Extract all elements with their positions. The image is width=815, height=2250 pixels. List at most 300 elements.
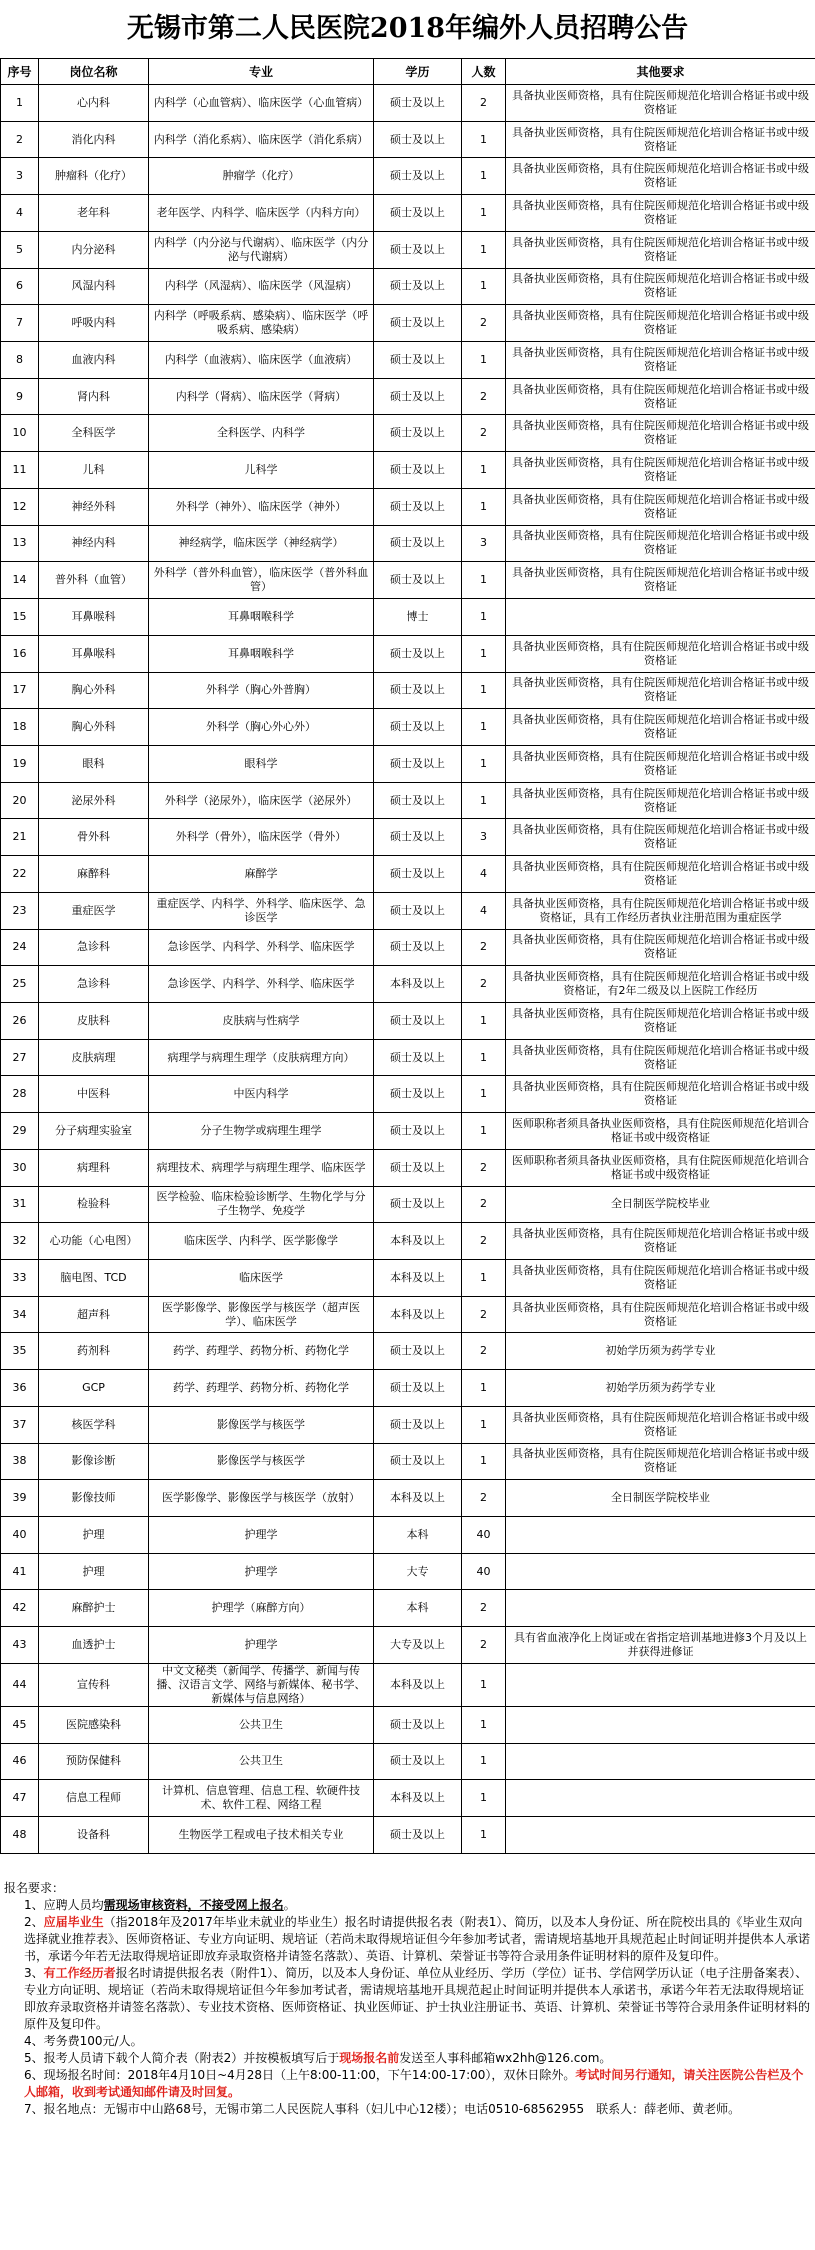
cell-post: 预防保健科 (39, 1743, 149, 1780)
cell-edu: 硕士及以上 (374, 158, 462, 195)
cell-no: 3 (1, 158, 39, 195)
cell-req: 具备执业医师资格，具有住院医师规范化培训合格证书或中级资格证 (506, 231, 815, 268)
cell-req: 具备执业医师资格，具有住院医师规范化培训合格证书或中级资格证 (506, 1039, 815, 1076)
table-row (1, 562, 815, 599)
recruitment-table (0, 58, 815, 1854)
table-row (1, 1517, 815, 1554)
cell-no: 15 (1, 599, 39, 636)
note-2-highlight: 应届毕业生 (43, 1915, 104, 1929)
cell-edu: 硕士及以上 (374, 525, 462, 562)
cell-major: 内科学（风湿病）、临床医学（风湿病） (149, 268, 374, 305)
cell-post: 骨外科 (39, 819, 149, 856)
cell-num: 2 (462, 1223, 506, 1260)
cell-num: 2 (462, 1149, 506, 1186)
cell-no: 40 (1, 1517, 39, 1554)
cell-edu: 本科 (374, 1517, 462, 1554)
cell-post: GCP (39, 1370, 149, 1407)
table-row (1, 452, 815, 489)
cell-no: 47 (1, 1780, 39, 1817)
cell-edu: 博士 (374, 599, 462, 636)
cell-no: 25 (1, 966, 39, 1003)
cell-edu: 本科及以上 (374, 966, 462, 1003)
cell-no: 11 (1, 452, 39, 489)
cell-no: 18 (1, 709, 39, 746)
cell-major: 内科学（血液病）、临床医学（血液病） (149, 342, 374, 379)
cell-no: 38 (1, 1443, 39, 1480)
table-row (1, 1780, 815, 1817)
cell-edu: 本科及以上 (374, 1223, 462, 1260)
table-row (1, 1076, 815, 1113)
cell-post: 麻醉科 (39, 856, 149, 893)
cell-num: 2 (462, 1333, 506, 1370)
cell-no: 28 (1, 1076, 39, 1113)
cell-no: 27 (1, 1039, 39, 1076)
cell-major: 计算机、信息管理、信息工程、软硬件技术、软件工程、网络工程 (149, 1780, 374, 1817)
page-title: 无锡市第二人民医院2018年编外人员招聘公告 (126, 13, 689, 44)
cell-no: 43 (1, 1627, 39, 1664)
cell-edu: 硕士及以上 (374, 121, 462, 158)
cell-req (506, 1817, 815, 1854)
cell-num: 2 (462, 1627, 506, 1664)
cell-req: 具备执业医师资格，具有住院医师规范化培训合格证书或中级资格证 (506, 488, 815, 525)
cell-post: 护理 (39, 1553, 149, 1590)
cell-num: 1 (462, 195, 506, 232)
cell-req (506, 1663, 815, 1706)
cell-post: 耳鼻喉科 (39, 599, 149, 636)
cell-major: 医学影像学、影像医学与核医学（超声医学）、临床医学 (149, 1296, 374, 1333)
cell-req: 具备执业医师资格，具有住院医师规范化培训合格证书或中级资格证 (506, 342, 815, 379)
table-row (1, 782, 815, 819)
table-row (1, 268, 815, 305)
cell-no: 13 (1, 525, 39, 562)
cell-req: 具备执业医师资格，具有住院医师规范化培训合格证书或中级资格证 (506, 1076, 815, 1113)
cell-edu: 本科及以上 (374, 1260, 462, 1297)
table-row (1, 635, 815, 672)
cell-req: 具备执业医师资格，具有住院医师规范化培训合格证书或中级资格证 (506, 819, 815, 856)
cell-num: 1 (462, 1663, 506, 1706)
cell-req: 具备执业医师资格，具有住院医师规范化培训合格证书或中级资格证 (506, 85, 815, 122)
cell-num: 1 (462, 231, 506, 268)
cell-no: 20 (1, 782, 39, 819)
cell-post: 分子病理实验室 (39, 1113, 149, 1150)
cell-num: 1 (462, 1817, 506, 1854)
table-row (1, 305, 815, 342)
cell-req (506, 1780, 815, 1817)
cell-major: 护理学（麻醉方向） (149, 1590, 374, 1627)
table-row (1, 1333, 815, 1370)
cell-req (506, 599, 815, 636)
cell-req: 具备执业医师资格，具有住院医师规范化培训合格证书或中级资格证 (506, 929, 815, 966)
cell-num: 1 (462, 1780, 506, 1817)
cell-edu: 硕士及以上 (374, 635, 462, 672)
cell-req: 具备执业医师资格，具有住院医师规范化培训合格证书或中级资格证 (506, 378, 815, 415)
cell-req: 具备执业医师资格，具有住院医师规范化培训合格证书或中级资格证 (506, 1406, 815, 1443)
cell-num: 40 (462, 1553, 506, 1590)
cell-no: 9 (1, 378, 39, 415)
cell-post: 心功能（心电图） (39, 1223, 149, 1260)
cell-major: 重症医学、内科学、外科学、临床医学、急诊医学 (149, 892, 374, 929)
cell-req: 具备执业医师资格，具有住院医师规范化培训合格证书或中级资格证 (506, 415, 815, 452)
cell-major: 急诊医学、内科学、外科学、临床医学 (149, 929, 374, 966)
cell-edu: 硕士及以上 (374, 1002, 462, 1039)
cell-req: 医师职称者须具备执业医师资格，具有住院医师规范化培训合格证书或中级资格证 (506, 1113, 815, 1150)
table-row (1, 1039, 815, 1076)
cell-major: 眼科学 (149, 745, 374, 782)
col-header-edu: 学历 (374, 59, 462, 85)
cell-no: 26 (1, 1002, 39, 1039)
cell-major: 内科学（内分泌与代谢病）、临床医学（内分泌与代谢病） (149, 231, 374, 268)
note-4: 4、考务费100元/人。 (24, 2034, 143, 2048)
cell-post: 胸心外科 (39, 672, 149, 709)
table-row (1, 415, 815, 452)
cell-post: 普外科（血管） (39, 562, 149, 599)
cell-req: 具备执业医师资格，具有住院医师规范化培训合格证书或中级资格证 (506, 121, 815, 158)
cell-major: 临床医学、内科学、医学影像学 (149, 1223, 374, 1260)
cell-edu: 硕士及以上 (374, 1706, 462, 1743)
cell-no: 14 (1, 562, 39, 599)
table-row (1, 1817, 815, 1854)
cell-edu: 硕士及以上 (374, 378, 462, 415)
cell-num: 1 (462, 1002, 506, 1039)
cell-req: 具备执业医师资格，具有住院医师规范化培训合格证书或中级资格证 (506, 158, 815, 195)
cell-req (506, 1743, 815, 1780)
cell-post: 全科医学 (39, 415, 149, 452)
table-row (1, 1223, 815, 1260)
cell-no: 34 (1, 1296, 39, 1333)
cell-post: 血透护士 (39, 1627, 149, 1664)
cell-num: 1 (462, 452, 506, 489)
cell-major: 内科学（消化系病）、临床医学（消化系病） (149, 121, 374, 158)
cell-num: 3 (462, 525, 506, 562)
cell-major: 外科学（胸心外普胸） (149, 672, 374, 709)
cell-num: 1 (462, 599, 506, 636)
table-row (1, 121, 815, 158)
cell-num: 3 (462, 819, 506, 856)
cell-req: 具备执业医师资格，具有住院医师规范化培训合格证书或中级资格证 (506, 452, 815, 489)
cell-post: 皮肤科 (39, 1002, 149, 1039)
cell-req: 初始学历须为药学专业 (506, 1333, 815, 1370)
cell-major: 内科学（呼吸系病、感染病）、临床医学（呼吸系病、感染病） (149, 305, 374, 342)
col-header-num: 人数 (462, 59, 506, 85)
col-header-req: 其他要求 (506, 59, 815, 85)
cell-no: 35 (1, 1333, 39, 1370)
table-row (1, 892, 815, 929)
cell-num: 1 (462, 342, 506, 379)
cell-num: 1 (462, 562, 506, 599)
cell-post: 病理科 (39, 1149, 149, 1186)
table-row (1, 929, 815, 966)
cell-major: 生物医学工程或电子技术相关专业 (149, 1817, 374, 1854)
cell-req: 具备执业医师资格，具有住院医师规范化培训合格证书或中级资格证 (506, 782, 815, 819)
cell-edu: 本科及以上 (374, 1780, 462, 1817)
table-row (1, 672, 815, 709)
note-1-emphasis: 需现场审核资料，不接受网上报名 (103, 1898, 284, 1912)
cell-edu: 硕士及以上 (374, 892, 462, 929)
cell-num: 4 (462, 856, 506, 893)
note-7: 7、报名地点：无锡市中山路68号，无锡市第二人民医院人事科（妇儿中心12楼）；电话0510-68562955 联系人：薛老师、黄老师。 (24, 2102, 741, 2116)
cell-major: 儿科学 (149, 452, 374, 489)
cell-major: 中文文秘类（新闻学、传播学、新闻与传播、汉语言文学、网络与新媒体、秘书学、新媒体与信息网络） (149, 1663, 374, 1706)
cell-edu: 硕士及以上 (374, 782, 462, 819)
table-row (1, 1260, 815, 1297)
cell-no: 10 (1, 415, 39, 452)
cell-no: 44 (1, 1663, 39, 1706)
cell-edu: 硕士及以上 (374, 1039, 462, 1076)
cell-major: 外科学（神外）、临床医学（神外） (149, 488, 374, 525)
table-row (1, 378, 815, 415)
cell-edu: 硕士及以上 (374, 415, 462, 452)
cell-no: 6 (1, 268, 39, 305)
table-row (1, 1002, 815, 1039)
table-row (1, 966, 815, 1003)
cell-num: 2 (462, 85, 506, 122)
cell-post: 护理 (39, 1517, 149, 1554)
table-header (1, 59, 815, 85)
note-6: 6、现场报名时间：2018年4月10日~4月28日（上午8:00-11:00，下午14:00-17:00），双休日除外。考试时间另行通知，请关注医院公告栏及个人邮箱，收到考试通知邮件请及时回复。 (24, 2068, 804, 2099)
cell-post: 泌尿外科 (39, 782, 149, 819)
cell-no: 2 (1, 121, 39, 158)
table-row (1, 1553, 815, 1590)
cell-edu: 硕士及以上 (374, 819, 462, 856)
cell-num: 2 (462, 1590, 506, 1627)
cell-num: 1 (462, 1370, 506, 1407)
cell-major: 临床医学 (149, 1260, 374, 1297)
cell-no: 30 (1, 1149, 39, 1186)
cell-req: 具备执业医师资格，具有住院医师规范化培训合格证书或中级资格证 (506, 1002, 815, 1039)
table-row (1, 1743, 815, 1780)
cell-req: 医师职称者须具备执业医师资格，具有住院医师规范化培训合格证书或中级资格证 (506, 1149, 815, 1186)
cell-post: 检验科 (39, 1186, 149, 1223)
cell-num: 1 (462, 121, 506, 158)
table-row (1, 158, 815, 195)
cell-major: 皮肤病与性病学 (149, 1002, 374, 1039)
cell-post: 心内科 (39, 85, 149, 122)
table-row (1, 819, 815, 856)
cell-no: 22 (1, 856, 39, 893)
cell-edu: 硕士及以上 (374, 709, 462, 746)
cell-num: 2 (462, 1480, 506, 1517)
cell-no: 29 (1, 1113, 39, 1150)
cell-no: 45 (1, 1706, 39, 1743)
table-row (1, 231, 815, 268)
cell-req: 具备执业医师资格，具有住院医师规范化培训合格证书或中级资格证 (506, 562, 815, 599)
cell-major: 影像医学与核医学 (149, 1406, 374, 1443)
cell-edu: 硕士及以上 (374, 856, 462, 893)
cell-num: 40 (462, 1517, 506, 1554)
cell-edu: 硕士及以上 (374, 1333, 462, 1370)
cell-post: 信息工程师 (39, 1780, 149, 1817)
note-5-highlight: 现场报名前 (339, 2051, 400, 2065)
cell-post: 影像技师 (39, 1480, 149, 1517)
table-body (1, 85, 815, 1854)
cell-major: 公共卫生 (149, 1743, 374, 1780)
table-row (1, 488, 815, 525)
cell-post: 宣传科 (39, 1663, 149, 1706)
cell-no: 48 (1, 1817, 39, 1854)
cell-major: 外科学（骨外），临床医学（骨外） (149, 819, 374, 856)
cell-no: 41 (1, 1553, 39, 1590)
table-row (1, 1663, 815, 1706)
note-3-highlight: 有工作经历者 (43, 1966, 116, 1980)
cell-major: 内科学（肾病）、临床医学（肾病） (149, 378, 374, 415)
cell-num: 1 (462, 1113, 506, 1150)
cell-post: 影像诊断 (39, 1443, 149, 1480)
table-row (1, 1406, 815, 1443)
cell-major: 公共卫生 (149, 1706, 374, 1743)
cell-req: 具备执业医师资格，具有住院医师规范化培训合格证书或中级资格证，有2年二级及以上医院工作经历 (506, 966, 815, 1003)
cell-post: 神经内科 (39, 525, 149, 562)
note-6-highlight: 考试时间另行通知，请关注医院公告栏及个人邮箱，收到考试通知邮件请及时回复。 (24, 2068, 804, 2099)
cell-req: 具备执业医师资格，具有住院医师规范化培训合格证书或中级资格证 (506, 195, 815, 232)
cell-edu: 硕士及以上 (374, 1149, 462, 1186)
cell-edu: 硕士及以上 (374, 1186, 462, 1223)
cell-num: 4 (462, 892, 506, 929)
cell-major: 耳鼻咽喉科学 (149, 599, 374, 636)
cell-edu: 本科 (374, 1590, 462, 1627)
cell-post: 核医学科 (39, 1406, 149, 1443)
cell-major: 分子生物学或病理生理学 (149, 1113, 374, 1150)
cell-req: 全日制医学院校毕业 (506, 1186, 815, 1223)
cell-no: 12 (1, 488, 39, 525)
cell-post: 麻醉护士 (39, 1590, 149, 1627)
cell-no: 32 (1, 1223, 39, 1260)
cell-no: 24 (1, 929, 39, 966)
table-row (1, 1370, 815, 1407)
cell-post: 急诊科 (39, 929, 149, 966)
table-row (1, 856, 815, 893)
cell-major: 老年医学、内科学、临床医学（内科方向） (149, 195, 374, 232)
cell-edu: 硕士及以上 (374, 1743, 462, 1780)
cell-major: 护理学 (149, 1553, 374, 1590)
table-row (1, 599, 815, 636)
note-2: 2、应届毕业生（指2018年及2017年毕业未就业的毕业生）报名时请提供报名表（附表1）、简历，以及本人身份证、所在院校出具的《毕业生双向选择就业推荐表》、医师资格证、专业方向证明、规培证（若尚未取得规培证但今年参加考试者，需请规培基地开具规范起止时间证明并提供本人承诺书，承诺今年若无法取得规培证即放弃录取资格并请签名落款）、英语、计算机、荣誉证书等符合录用条件证明材料的原件及复印件。 (24, 1915, 811, 1963)
cell-edu: 硕士及以上 (374, 268, 462, 305)
cell-no: 39 (1, 1480, 39, 1517)
cell-no: 36 (1, 1370, 39, 1407)
col-header-post: 岗位名称 (39, 59, 149, 85)
cell-post: 血液内科 (39, 342, 149, 379)
cell-no: 21 (1, 819, 39, 856)
cell-edu: 大专 (374, 1553, 462, 1590)
cell-no: 46 (1, 1743, 39, 1780)
cell-post: 脑电图、TCD (39, 1260, 149, 1297)
cell-edu: 硕士及以上 (374, 562, 462, 599)
cell-num: 2 (462, 415, 506, 452)
cell-post: 呼吸内科 (39, 305, 149, 342)
table-row (1, 195, 815, 232)
cell-no: 37 (1, 1406, 39, 1443)
cell-post: 耳鼻喉科 (39, 635, 149, 672)
cell-req: 具备执业医师资格，具有住院医师规范化培训合格证书或中级资格证 (506, 305, 815, 342)
cell-num: 1 (462, 709, 506, 746)
cell-edu: 硕士及以上 (374, 1443, 462, 1480)
col-header-no: 序号 (1, 59, 39, 85)
cell-edu: 本科及以上 (374, 1663, 462, 1706)
cell-edu: 硕士及以上 (374, 452, 462, 489)
cell-no: 23 (1, 892, 39, 929)
cell-req: 全日制医学院校毕业 (506, 1480, 815, 1517)
cell-num: 1 (462, 1443, 506, 1480)
cell-req (506, 1517, 815, 1554)
cell-major: 急诊医学、内科学、外科学、临床医学 (149, 966, 374, 1003)
cell-num: 1 (462, 1039, 506, 1076)
cell-num: 2 (462, 1186, 506, 1223)
cell-num: 1 (462, 1706, 506, 1743)
table-row (1, 1590, 815, 1627)
cell-req: 具备执业医师资格，具有住院医师规范化培训合格证书或中级资格证 (506, 1443, 815, 1480)
cell-num: 2 (462, 378, 506, 415)
cell-no: 5 (1, 231, 39, 268)
cell-post: 超声科 (39, 1296, 149, 1333)
table-row (1, 1627, 815, 1664)
cell-num: 1 (462, 1076, 506, 1113)
cell-num: 1 (462, 1406, 506, 1443)
cell-post: 皮肤病理 (39, 1039, 149, 1076)
cell-post: 设备科 (39, 1817, 149, 1854)
cell-req: 具备执业医师资格，具有住院医师规范化培训合格证书或中级资格证 (506, 856, 815, 893)
cell-num: 2 (462, 966, 506, 1003)
cell-num: 2 (462, 1296, 506, 1333)
cell-edu: 硕士及以上 (374, 1076, 462, 1113)
cell-major: 肿瘤学（化疗） (149, 158, 374, 195)
cell-post: 老年科 (39, 195, 149, 232)
cell-major: 护理学 (149, 1517, 374, 1554)
cell-edu: 硕士及以上 (374, 85, 462, 122)
cell-no: 17 (1, 672, 39, 709)
cell-req: 具有省血液净化上岗证或在省指定培训基地进修3个月及以上并获得进修证 (506, 1627, 815, 1664)
cell-req: 初始学历须为药学专业 (506, 1370, 815, 1407)
cell-edu: 硕士及以上 (374, 1817, 462, 1854)
table-row (1, 342, 815, 379)
cell-no: 1 (1, 85, 39, 122)
cell-no: 31 (1, 1186, 39, 1223)
cell-no: 8 (1, 342, 39, 379)
cell-edu: 大专及以上 (374, 1627, 462, 1664)
cell-req: 具备执业医师资格，具有住院医师规范化培训合格证书或中级资格证 (506, 1260, 815, 1297)
cell-req (506, 1553, 815, 1590)
cell-post: 中医科 (39, 1076, 149, 1113)
cell-num: 2 (462, 929, 506, 966)
note-1: 1、应聘人员均需现场审核资料，不接受网上报名。 (24, 1898, 296, 1912)
table-row (1, 85, 815, 122)
cell-post: 医院感染科 (39, 1706, 149, 1743)
cell-major: 神经病学，临床医学（神经病学） (149, 525, 374, 562)
table-row (1, 1113, 815, 1150)
cell-num: 1 (462, 745, 506, 782)
notes-heading: 报名要求： (4, 1881, 65, 1895)
cell-major: 内科学（心血管病）、临床医学（心血管病） (149, 85, 374, 122)
cell-edu: 硕士及以上 (374, 342, 462, 379)
cell-no: 33 (1, 1260, 39, 1297)
cell-edu: 硕士及以上 (374, 305, 462, 342)
table-row (1, 525, 815, 562)
note-5: 5、报考人员请下载个人简介表（附表2）并按模板填写后于现场报名前发送至人事科邮箱wx2hh@126.com。 (24, 2051, 612, 2065)
cell-post: 药剂科 (39, 1333, 149, 1370)
table-row (1, 1149, 815, 1186)
cell-edu: 硕士及以上 (374, 195, 462, 232)
cell-post: 肿瘤科（化疗） (39, 158, 149, 195)
table-row (1, 709, 815, 746)
cell-req: 具备执业医师资格，具有住院医师规范化培训合格证书或中级资格证，具有工作经历者执业注册范围为重症医学 (506, 892, 815, 929)
cell-major: 药学、药理学、药物分析、药物化学 (149, 1333, 374, 1370)
cell-major: 耳鼻咽喉科学 (149, 635, 374, 672)
cell-major: 外科学（胸心外心外） (149, 709, 374, 746)
cell-major: 医学影像学、影像医学与核医学（放射） (149, 1480, 374, 1517)
cell-post: 内分泌科 (39, 231, 149, 268)
cell-major: 中医内科学 (149, 1076, 374, 1113)
cell-num: 1 (462, 1260, 506, 1297)
cell-post: 急诊科 (39, 966, 149, 1003)
